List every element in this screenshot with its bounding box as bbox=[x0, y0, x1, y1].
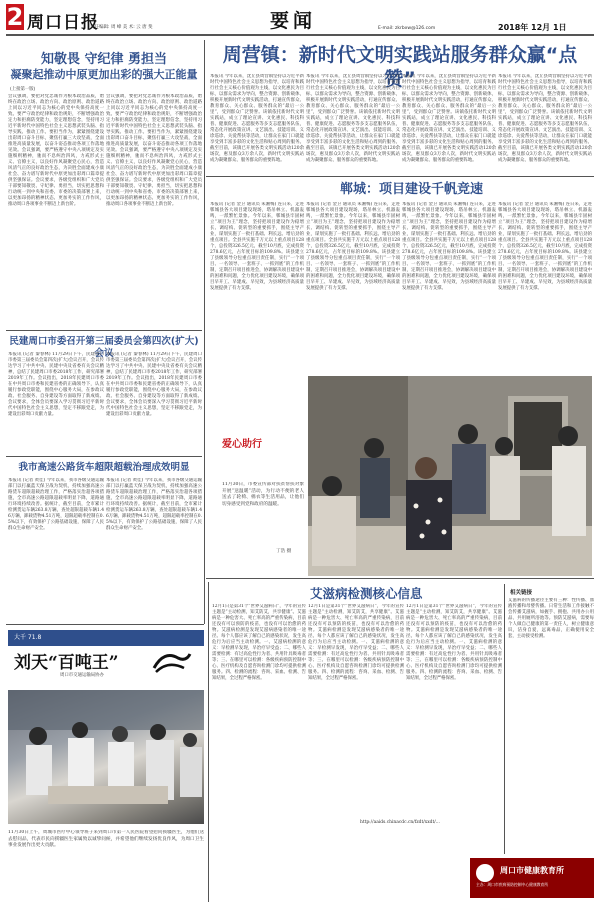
left-headline-2: 凝聚起推动中原更加出彩的强大正能量 bbox=[10, 68, 198, 81]
left-bottom-body-col1: 本报讯 (记者 黄佳) 今年以来，我市各级交通运输部门以打赢蓝天保卫战为契机，持续加强高速公路货车超限超载治理工作，严格落实治超各项措施，全市高速公路超限超载率明显下降，道路通行环境持续改善。据统计，截至目前，全市累计检测货运车辆263.8万辆，查处超限超载车辆1.46万辆，卸载货物4.51万吨，超限超载率控制在0.5%以下，有效保护了公路基础设施，保障了人民群众生命财产安全。 bbox=[8, 478, 104, 531]
column-logo bbox=[150, 648, 194, 676]
ad-subtext: 主办：周口市疾病预防控制中心健康教育所 bbox=[476, 882, 549, 887]
main-bottom-rule bbox=[206, 176, 594, 177]
aids-body-col3: 12月1日是第31个“世界艾滋病日”，今年的宣传主题是“主动检测，知艾防艾，共享健康”。艾滋病是一种危害大、死亡率高的严重传染病，目前还没有可以预防的疫苗，也没有可以治愈的药物。艾滋病检测是发现艾滋病感染者的唯一途径。每个人都应该了解自己的感染状况，发生高危行为后应当主动检测。一、艾滋病检测的意义：早检测早发现，早治疗早受益；二、哪些人需要检测：有过高危性行为者、共用针具吸毒者等；三、在哪里可以检测：各级疾病预防控制中心、医疗机构及自愿咨询检测门诊均可提供检测服务。四、检测的流程：咨询、采血、检测、告知结果，全过程严格保密。 bbox=[406, 604, 502, 681]
paper-name: 周口日报 bbox=[27, 13, 99, 33]
ad-banner bbox=[470, 858, 594, 898]
ad-logo-icon bbox=[476, 864, 494, 882]
aids-body-col1: 12月1日是第31个“世界艾滋病日”，今年的宣传主题是“主动检测，知艾防艾，共享健康”。艾滋病是一种危害大、死亡率高的严重传染病，目前还没有可以预防的疫苗，也没有可以治愈的药物。艾滋病检测是发现艾滋病感染者的唯一途径。每个人都应该了解自己的感染状况，发生高危行为后应当主动检测。一、艾滋病检测的意义：早检测早发现，早治疗早受益；二、哪些人需要检测：有过高危性行为者、共用针具吸毒者等；三、在哪里可以检测：各级疾病预防控制中心、医疗机构及自愿咨询检测门诊均可提供检测服务。四、检测的流程：咨询、采血、检测、告知结果，全过程严格保密。 bbox=[212, 604, 306, 681]
issue-date: 2018年 12月 1日 bbox=[498, 23, 567, 32]
sub-body-col1: 本报讯 (记者 金卫 通讯员 朱湘梅) 连日来，走进郸城县各大项目建设现场，塔吊林立、机器轰鸣，一派繁忙景象。今年以来，郸城县牢固树立“项目为王”理念，坚持把项目建设作为稳增长、调结构、促转型的重要抓手，围绕主导产业，谋划实施了一批打基础、利长远、增后劲的重点项目。全县共实施千万元以上重点项目128个，总投资326.5亿元，截至10月底，完成投资278.6亿元，占年度目标的109.8%。该县建立了县级领导分包重点项目责任制，实行“一个项目、一名领导、一套班子、一抓到底”的工作机制，定期召开项目推进会，协调解决项目建设中的困难和问题，全力优化项目建设环境，确保项目早开工、早建成、早见效，为县域经济高质量发展提供了有力支撑。 bbox=[210, 202, 304, 291]
sub-body-col2: 本报讯 (记者 金卫 通讯员 朱湘梅) 连日来，走进郸城县各大项目建设现场，塔吊林立、机器轰鸣，一派繁忙景象。今年以来，郸城县牢固树立“项目为王”理念，坚持把项目建设作为稳增长、调结构、促转型的重要抓手，围绕主导产业，谋划实施了一批打基础、利长远、增后劲的重点项目。全县共实施千万元以上重点项目128个，总投资326.5亿元，截至10月底，完成投资278.6亿元，占年度目标的109.8%。该县建立了县级领导分包重点项目责任制，实行“一个项目、一名领导、一套班子、一抓到底”的工作机制，定期召开项目推进会，协调解决项目建设中的困难和问题，全力优化项目建设环境，确保项目早开工、早建成、早见效，为县域经济高质量发展提供了有力支撑。 bbox=[306, 202, 400, 291]
feature-caption: 11月30日，市委宣传部对扶贫帮扶对象开展“送温暖”活动，为行动不便的老人送去了轮椅、棉衣等生活用品，让他们切身感受到党和政府的温暖。 bbox=[222, 482, 304, 507]
column-divider-left bbox=[204, 40, 205, 624]
left-top-body-col2: 会议强调，要把对党忠诚作为根本政治品质，始终在政治立场、政治方向、政治原则、政治道路上同以习近平同志为核心的党中央保持高度一致。要严守政治纪律和政治规矩，不断增强政治定力和拒腐防变能力，坚定理想信念，坚持用习近平新时代中国特色社会主义思想武装头脑、指导实践、推动工作。要担当作为，紧紧围绕建设出彩周口奋斗目标，聚焦打赢三大攻坚战，全面推进高质量发展，以奋斗姿态推动各项工作落地见效。会议强调，要严格遵守中央八项规定及实施细则精神，驰而不息纠治四风，力戒形式主义、官僚主义，以良好作风凝聚党心民心，营造风清气正的良好政治生态，为决胜全面建成小康社会、奋力谱写新时代中原更加出彩周口篇章提供坚强保证。会议要求，各级党组织和广大党员干部要知敬畏、守纪律、勇担当，切实把思想和行动统一到中央和省委、市委的决策部署上来，以更加昂扬的精神状态、更加务实的工作作风，推动周口各项事业不断迈上新台阶。 bbox=[106, 94, 202, 207]
main-body-col4: 本报讯 今年以来，沈丘县周营镇坚持以习近平新时代中国特色社会主义思想为指导，以培育和践行社会主义核心价值观为主线，以文化惠民为目标，以群众需求为导向，整合资源、创新载体，积极开展新时代文明实践活动，打通宣传群众、教育群众、关心群众、服务群众的“最后一公里”，受到群众广泛赞誉。该镇依托新时代文明实践站，成立了理论宣讲、文化惠民、科技科普、健康促进、志愿服务等多支志愿服务队伍，常态化开展政策宣讲、文艺演出、技能培训、义诊巡诊、关爱帮扶等活动，让群众在家门口就能享受到丰富多彩的文化生活和贴心周到的服务。截至目前，该镇已开展各类文明实践活动120余场次，惠及群众3万余人次，新时代文明实践站成为凝聚群众、服务群众的重要阵地。 bbox=[498, 74, 592, 163]
section-title: 要闻 bbox=[270, 10, 317, 32]
column-title: 刘天“百吨王” bbox=[14, 653, 119, 673]
left-rule-1 bbox=[6, 330, 202, 331]
left-mid-headline: 民建周口市委召开第三届委员会第四次(扩大)会议 bbox=[9, 336, 199, 359]
sub-body-col3: 本报讯 (记者 金卫 通讯员 朱湘梅) 连日来，走进郸城县各大项目建设现场，塔吊林立、机器轰鸣，一派繁忙景象。今年以来，郸城县牢固树立“项目为王”理念，坚持把项目建设作为稳增长、调结构、促转型的重要抓手，围绕主导产业，谋划实施了一批打基础、利长远、增后劲的重点项目。全县共实施千万元以上重点项目128个，总投资326.5亿元，截至10月底，完成投资278.6亿元，占年度目标的109.8%。该县建立了县级领导分包重点项目责任制，实行“一个项目、一名领导、一套班子、一抓到底”的工作机制，定期召开项目推进会，协调解决项目建设中的困难和问题，全力优化项目建设环境，确保项目早开工、早建成、早见效，为县域经济高质量发展提供了有力支撑。 bbox=[402, 202, 496, 291]
left-subhead: (上接第一版) bbox=[10, 87, 36, 92]
main-body-col3: 本报讯 今年以来，沈丘县周营镇坚持以习近平新时代中国特色社会主义思想为指导，以培育和践行社会主义核心价值观为主线，以文化惠民为目标，以群众需求为导向，整合资源、创新载体，积极开展新时代文明实践活动，打通宣传群众、教育群众、关心群众、服务群众的“最后一公里”，受到群众广泛赞誉。该镇依托新时代文明实践站，成立了理论宣讲、文化惠民、科技科普、健康促进、志愿服务等多支志愿服务队伍，常态化开展政策宣讲、文艺演出、技能培训、义诊巡诊、关爱帮扶等活动，让群众在家门口就能享受到丰富多彩的文化生活和贴心周到的服务。截至目前，该镇已开展各类文明实践活动120余场次，惠及群众3万余人次，新时代文明实践站成为凝聚群众、服务群众的重要阵地。 bbox=[402, 74, 496, 163]
ad-text: 周口市健康教育所 bbox=[500, 866, 564, 875]
feature-title: 爱心助行 bbox=[222, 439, 262, 450]
column-banner: 大千 71.8 bbox=[8, 630, 204, 646]
sub-body-col4: 本报讯 (记者 金卫 通讯员 朱湘梅) 连日来，走进郸城县各大项目建设现场，塔吊林立、机器轰鸣，一派繁忙景象。今年以来，郸城县牢固树立“项目为王”理念，坚持把项目建设作为稳增长、调结构、促转型的重要抓手，围绕主导产业，谋划实施了一批打基础、利长远、增后劲的重点项目。全县共实施千万元以上重点项目128个，总投资326.5亿元，截至10月底，完成投资278.6亿元，占年度目标的109.8%。该县建立了县级领导分包重点项目责任制，实行“一个项目、一名领导、一套班子、一抓到底”的工作机制，定期召开项目推进会，协调解决项目建设中的困难和问题，全力优化项目建设环境，确保项目早开工、早建成、早见效，为县域经济高质量发展提供了有力支撑。 bbox=[498, 202, 592, 291]
sub-headline: 郸城：项目建设千帆竞速 bbox=[340, 182, 484, 197]
column-divider-right-bottom bbox=[504, 584, 505, 854]
column-photo-caption: 11月30日上午，周城市医疗中心领导班子来到周口市第一人民医院看望慰问援疆医生，为他们送去慰问品，代表市民向援疆医生家属致以诚挚问候，并希望他们继续发扬优良作风，为周口卫生事业发展作出更大贡献。 bbox=[8, 830, 204, 848]
aids-body-col2: 12月1日是第31个“世界艾滋病日”，今年的宣传主题是“主动检测，知艾防艾，共享健康”。艾滋病是一种危害大、死亡率高的严重传染病，目前还没有可以预防的疫苗，也没有可以治愈的药物。艾滋病检测是发现艾滋病感染者的唯一途径。每个人都应该了解自己的感染状况，发生高危行为后应当主动检测。一、艾滋病检测的意义：早检测早发现，早治疗早受益；二、哪些人需要检测：有过高危性行为者、共用针具吸毒者等；三、在哪里可以检测：各级疾病预防控制中心、医疗机构及自愿咨询检测门诊均可提供检测服务。四、检测的流程：咨询、采血、检测、告知结果，全过程严格保密。 bbox=[308, 604, 404, 681]
email-line: E-mail: zkrbxw@126.com bbox=[378, 26, 436, 31]
feature-credit: 丁浩 摄 bbox=[276, 549, 292, 554]
related-body: 艾滋病的传播途径主要有三种：性传播、血液传播和母婴传播。日常生活和工作接触不会传播艾滋病，如握手、拥抱、共用办公用品、共用厕所浴池等。预防艾滋病，需要每个人做自己健康的第一责任人，树立健康意识，洁身自爱，远离毒品，正确使用安全套，主动接受检测。 bbox=[508, 598, 594, 639]
left-bottom-headline: 我市高速公路货车超限超载治理成效明显 bbox=[18, 462, 190, 473]
column-subtitle: 周口市交通运输局协办 bbox=[60, 673, 104, 678]
left-rule-2 bbox=[6, 456, 202, 457]
main-body-col2: 本报讯 今年以来，沈丘县周营镇坚持以习近平新时代中国特色社会主义思想为指导，以培育和践行社会主义核心价值观为主线，以文化惠民为目标，以群众需求为导向，整合资源、创新载体，积极开展新时代文明实践活动，打通宣传群众、教育群众、关心群众、服务群众的“最后一公里”，受到群众广泛赞誉。该镇依托新时代文明实践站，成立了理论宣讲、文化惠民、科技科普、健康促进、志愿服务等多支志愿服务队伍，常态化开展政策宣讲、文艺演出、技能培训、义诊巡诊、关爱帮扶等活动，让群众在家门口就能享受到丰富多彩的文化生活和贴心周到的服务。截至目前，该镇已开展各类文明实践活动120余场次，惠及群众3万余人次，新时代文明实践站成为凝聚群众、服务群众的重要阵地。 bbox=[306, 74, 400, 163]
left-mid-body-col2: 本报讯 (记者 秦春林) 11月29日下午，民建周口市委第三届委员会第四次(扩大)会议召开，会议传达学习了中共中央、民建中央及省委有关会议精神，总结了民建周口市委2018年工作，研究部署2019年工作。会议指出，2018年民建周口市委在中共周口市委和民建省委的正确领导下，认真履行参政党职能，围绕中心服务大局，在参政议政、社会服务、自身建设等方面取得了新成绩。会议要求，全体会员要深入学习贯彻习近平新时代中国特色社会主义思想，坚定不移跟党走，为建设出彩周口贡献力量。 bbox=[106, 352, 202, 417]
aids-link[interactable]: http://aaids.chinacdc.cn/fzdt/xxdt/... bbox=[360, 820, 440, 825]
aids-headline: 艾滋病检测核心信息 bbox=[310, 586, 423, 601]
left-bottom-body-col2: 本报讯 (记者 黄佳) 今年以来，我市各级交通运输部门以打赢蓝天保卫战为契机，持续加强高速公路货车超限超载治理工作，严格落实治超各项措施，全市高速公路超限超载率明显下降，道路通行环境持续改善。据统计，截至目前，全市累计检测货运车辆263.8万辆，查处超限超载车辆1.46万辆，卸载货物4.51万吨，超限超载率控制在0.5%以下，有效保护了公路基础设施，保障了人民群众生命财产安全。 bbox=[106, 478, 202, 531]
page-number: 2 bbox=[6, 3, 24, 31]
left-mid-body-col1: 本报讯 (记者 秦春林) 11月29日下午，民建周口市委第三届委员会第四次(扩大)会议召开，会议传达学习了中共中央、民建中央及省委有关会议精神，总结了民建周口市委2018年工作，研究部署2019年工作。会议指出，2018年民建周口市委在中共周口市委和民建省委的正确领导下，认真履行参政党职能，围绕中心服务大局，在参政议政、社会服务、自身建设等方面取得了新成绩。会议要求，全体会员要深入学习贯彻习近平新时代中国特色社会主义思想，坚定不移跟党走，为建设出彩周口贡献力量。 bbox=[8, 352, 104, 417]
masthead-rule bbox=[6, 34, 594, 36]
main-body-col1: 本报讯 今年以来，沈丘县周营镇坚持以习近平新时代中国特色社会主义思想为指导，以培育和践行社会主义核心价值观为主线，以文化惠民为目标，以群众需求为导向，整合资源、创新载体，积极开展新时代文明实践活动，打通宣传群众、教育群众、关心群众、服务群众的“最后一公里”，受到群众广泛赞誉。该镇依托新时代文明实践站，成立了理论宣讲、文化惠民、科技科普、健康促进、志愿服务等多支志愿服务队伍，常态化开展政策宣讲、文艺演出、技能培训、义诊巡诊、关爱帮扶等活动，让群众在家门口就能享受到丰富多彩的文化生活和贴心周到的服务。截至目前，该镇已开展各类文明实践活动120余场次，惠及群众3万余人次，新时代文明实践站成为凝聚群众、服务群众的重要阵地。 bbox=[210, 74, 304, 163]
column-photo bbox=[8, 690, 204, 824]
main-headline: 周营镇：新时代文明实践站服务群众赢“点赞” bbox=[222, 44, 578, 90]
left-rule-3 bbox=[6, 624, 204, 625]
left-top-body-col1: 会议强调，要把对党忠诚作为根本政治品质，始终在政治立场、政治方向、政治原则、政治道路上同以习近平同志为核心的党中央保持高度一致。要严守政治纪律和政治规矩，不断增强政治定力和拒腐防变能力，坚定理想信念，坚持用习近平新时代中国特色社会主义思想武装头脑、指导实践、推动工作。要担当作为，紧紧围绕建设出彩周口奋斗目标，聚焦打赢三大攻坚战，全面推进高质量发展，以奋斗姿态推动各项工作落地见效。会议强调，要严格遵守中央八项规定及实施细则精神，驰而不息纠治四风，力戒形式主义、官僚主义，以良好作风凝聚党心民心，营造风清气正的良好政治生态，为决胜全面建成小康社会、奋力谱写新时代中原更加出彩周口篇章提供坚强保证。会议要求，各级党组织和广大党员干部要知敬畏、守纪律、勇担当，切实把思想和行动统一到中央和省委、市委的决策部署上来，以更加昂扬的精神状态、更加务实的工作作风，推动周口各项事业不断迈上新台阶。 bbox=[8, 94, 104, 207]
column-divider-bottom bbox=[208, 582, 209, 902]
feature-photo bbox=[308, 376, 592, 576]
related-heading: 相关链接 bbox=[510, 590, 533, 596]
editors-line: 责任编辑: 周 峰 美 术: 云 唐 斐 bbox=[90, 25, 153, 30]
left-headline-1: 知敬畏 守纪律 勇担当 bbox=[40, 52, 168, 67]
photo-bottom-rule bbox=[206, 578, 594, 579]
